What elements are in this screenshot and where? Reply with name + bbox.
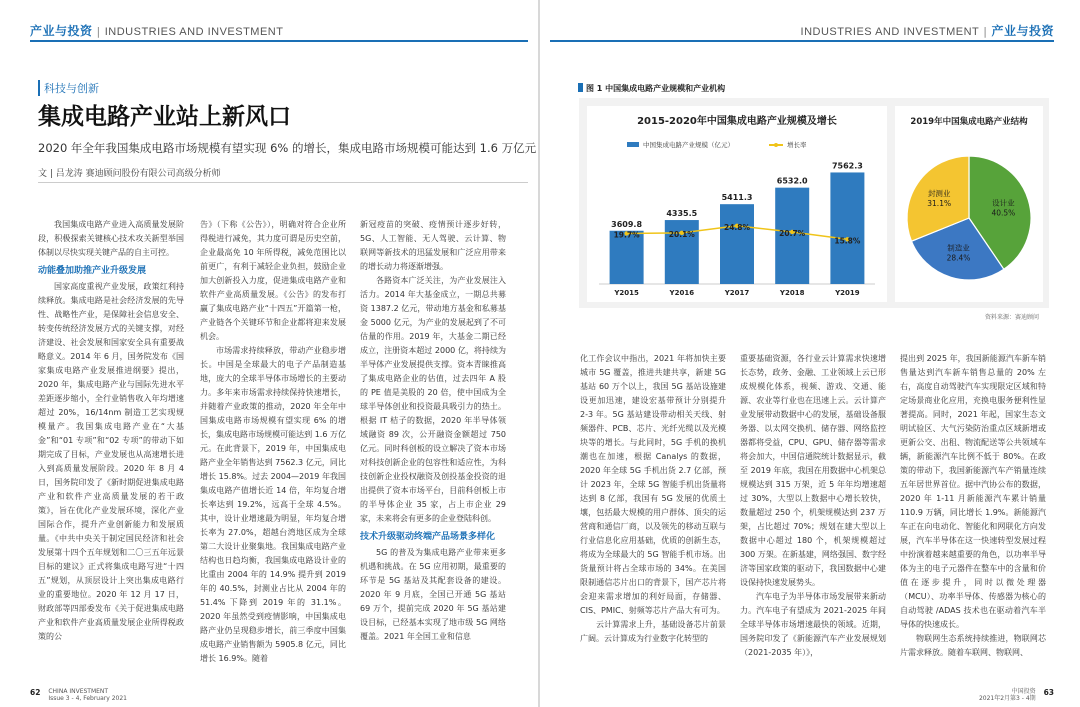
footer-issue-left: Issue 3 - 4, February 2021 xyxy=(48,695,127,702)
bar-value-label: 7562.3 xyxy=(831,161,863,171)
legend-bar-swatch xyxy=(627,142,639,147)
pie-slice-label: 设计业 xyxy=(992,198,1015,208)
paragraph: 重要基础资源，各行业云计算需求快速增长态势，政务、金融、工业领域上云已形成规模化体系，视频、游戏、交通、能源、农业等行业也在迅速上云。云计算产业发展带动数据中心的发展，基础设备服务器、以太网交换机、储存器、网络监控器都将受益，CPU、GPU、储存器等需求将会加大，中国信通院统计数据显示，截至 2019 年底，我国在用数据中心机架总规模达到 315 万架，近 5 年年均增速超过 30%，大型以上数据中心增长较快，数量超过 250 个，机架规模达到 237 万架，占比超过 70%；规划在建大型以上数据中心超过 180 个，机架规模超过 300 万架。在新基建，网络强国、数字经济等国家政策的驱动下，我国数据中心建设保持快速发展势头。 xyxy=(740,354,886,587)
paragraph: 新冠疫苗的突破、疫情预计逐步好转，5G、人工智能、无人驾驶、云计算、物联网等新技术的迅猛发展和广泛应用带来的增长动力将逐渐增强。 xyxy=(360,220,506,271)
bar xyxy=(720,204,754,284)
bar xyxy=(830,172,864,284)
article-title: 集成电路产业站上新风口 xyxy=(38,103,291,130)
paragraph: 告》（下称《公告》），明确对符合企业所得税进行减免，其力度可谓是历史空前，企业最高免 10 年所得税，减免范围比以前更广，有利于减轻企业负担，鼓励企业加大创新投入力度，促进集成电路产业和软件产业高质量发展。《公告》的发布打赢了集成电路产业“十四五”开篇第一枪，产业链各个关键环节和企业都将迎来发展机会。 xyxy=(200,220,346,341)
x-tick-label: Y2016 xyxy=(669,289,695,297)
legend-line-label: 增长率 xyxy=(787,141,807,149)
article-author: 文 | 吕龙涛 赛迪顾问股份有限公司高级分析师 xyxy=(38,169,221,179)
legend-line-marker xyxy=(774,143,778,147)
footer-issue-right: 2021年2月第3 - 4期 xyxy=(978,695,1036,702)
bar-value-label: 4335.5 xyxy=(666,209,698,219)
bar-value-label: 6532.0 xyxy=(776,176,808,186)
column-2 xyxy=(200,218,346,678)
pie-slice-label: 制造业 xyxy=(947,243,970,253)
paragraph: 汽车电子为半导体市场发展带来新动力。汽车电子有望成为 2021-2025 年间全球半导体市场增速最快的领域。近期，国务院印发了《新能源汽车产业发展规划（2021-2035 年）》， xyxy=(740,592,886,657)
growth-rate-label: 19.7% xyxy=(613,230,640,240)
article-tag: 科技与创新 xyxy=(38,80,99,96)
section-heading: 技术升级驱动终端产品场景多样化 xyxy=(360,532,496,542)
header-right-rule xyxy=(550,40,1054,42)
pie-slice-label: 封测业 xyxy=(927,188,951,198)
header-right-section: 产业与投资 xyxy=(991,24,1054,38)
pie-slice-value: 28.4% xyxy=(946,253,971,263)
figure-source: 资料来源：赛迪顾问 xyxy=(985,314,1040,321)
pie-chart-title: 2019年中国集成电路产业结构 xyxy=(910,117,1028,127)
column-4 xyxy=(580,352,726,678)
page-number-left: 62 xyxy=(30,688,41,697)
x-tick-label: Y2017 xyxy=(724,289,750,297)
footer-magazine-right: 中国投资 xyxy=(1011,688,1036,695)
paragraph: 化工作会议中指出，2021 年将加快主要城市 5G 覆盖，推进共建共享，新建 5G 基站 60 万个以上，我国 5G 基站设施建设更加迅速，建设宏基带预计分别提升 2-3 年。5G 基站建设带动相关天线、射频器件、PCB、芯片、光纤光缆以及光模块等的增长。与此同时，5G 手机的换机潮也在加速，根据 Canalys 的数据，2020 年全球 5G 手机出货 2.7 亿部，预计 2023 年，全球 5G 智能手机出货量将达到 8 亿部，我国有 5G 发展的优质土壤，包括最大规模的用户群体、顶尖的运营商和通信厂商，以及领先的移动互联与行业信息化应用基础，优质的创新生态，将成为全球最大的 5G 智能手机市场。出货量预计将占全球市场的 34%。在美国限制通信芯片出口的背景下，国产芯片将会迎来需求增加的利好局面，存储器、CIS、PMIC、射频等芯片产品大有可为。 xyxy=(580,354,726,615)
growth-rate-label: 24.8% xyxy=(723,222,751,232)
column-1 xyxy=(38,218,184,678)
legend-bar-label: 中国集成电路产业规模（亿元） xyxy=(643,141,734,149)
paragraph: 市场需求持续释放，带动产业稳步增长。中国是全球最大的电子产品制造基地，庞大的全球半导体市场增长的主要动力。多年来市场需求持续保持快速增长，并随着产业政策的推动，2020 年全年中国集成电路市场规模有望实现 6% 的增长，集成电路市场规模可能达到 1.6 万亿元。在此背景下，2019 年，中国集成电路产业全年销售达到 7562.3 亿元，同比增长 15.8%。过去 2004—2019 年我国集成电路产值增长近 14 倍，年均复合增长率达到 19.2%，远高于全球 4.5%。其中，设计业增速最为明显，年均复合增长率为 27.0%，超越台湾地区成为全球第二大设计业聚集地。我国集成电路产业结构也日趋均衡，我国集成电路设计业的比重由 2004 年的 14.9% 提升到 2019 年的 40.5%，封测业占比从 2004 年的 51.4% 下降到 2019 年的 31.1%。2020 年虽然受到疫情影响，中国集成电路产业仍呈现稳步增长，前三季度中国集成电路产业销售额为 5905.8 亿元，同比增长 16.9%。随着 xyxy=(200,346,346,663)
figure-box xyxy=(579,98,1049,308)
page-spine xyxy=(538,0,540,707)
footer-magazine-left: CHINA INVESTMENT xyxy=(48,688,109,695)
header-left-rule xyxy=(30,40,528,42)
x-tick-label: Y2018 xyxy=(779,289,805,297)
header-left: 产业与投资 | INDUSTRIES AND INVESTMENT xyxy=(30,24,284,38)
header-right: INDUSTRIES AND INVESTMENT | 产业与投资 xyxy=(800,24,1054,38)
section-heading: 动能叠加助推产业升级发展 xyxy=(38,266,147,276)
bar-chart-title: 2015-2020年中国集成电路产业规模及增长 xyxy=(637,116,837,127)
column-6 xyxy=(900,352,1046,678)
growth-rate-label: 15.8% xyxy=(834,236,861,246)
figure-chart xyxy=(579,98,1049,308)
column-3 xyxy=(360,218,506,678)
bar-value-label: 3609.8 xyxy=(611,219,643,229)
bar-value-label: 5411.3 xyxy=(721,193,753,203)
pie-slice-value: 31.1% xyxy=(927,198,952,208)
growth-rate-label: 20.7% xyxy=(779,228,806,238)
column-5 xyxy=(740,352,886,678)
header-left-english: INDUSTRIES AND INVESTMENT xyxy=(104,26,284,38)
page-number-right: 63 xyxy=(1043,688,1054,697)
article-subtitle: 2020 年全年我国集成电路市场规模有望实现 6% 的增长，集成电路市场规模可能达到 1.6 万亿元 xyxy=(38,141,537,155)
footer-right xyxy=(979,688,1054,702)
paragraph: 国家高度重视产业发展，政策红利持续释放。集成电路是社会经济发展的先导性、战略性产业，是保障社会信息安全、转变传统经济发展方式的关键支撑，对经济建设、社会发展和国家安全具有重要战略意义。2014 年 6 月，国务院发布《国家集成电路产业发展推进纲要》提出，2020 年，集成电路产业与国际先进水平差距逐步缩小，全行业销售收入年均增速超过 20%，16/14nm 制造工艺实现规模量产。我国集成电路产业在“大基金”和“01 专项”和“02 专项”的带动下如期完成了目标，产业发展也从高速增长进入到高质量发展阶段。2020 年 8 月 4 日，国务院印发了《新时期促进集成电路产业和软件产业高质量发展的若干政策》，旨在优化产业发展环境，深化产业国际合作，提升产业创新能力和发展质量。《中共中央关于制定国民经济和社会发展第十四个五年规划和二〇三五年远景目标的建议》正式将集成电路写进“十四五”规划，从顶层设计上突出集成电路行业的重要地位。2020 年 12 月 17 日，财政部等四部委发布《关于促进集成电路产业和软件产业高质量发展企业所得税政策的公 xyxy=(38,282,184,641)
paragraph: 5G 的普及为集成电路产业带来更多机遇和挑战。在 5G 应用初期，最重要的环节是 5G 基站及其配套设备的建设。2020 年 9 月底，全国已开通 5G 基站 69 万个，提前完成 2020 年 5G 基站建设目标，已经基本实现了地市级 5G 网络覆盖。2021 年全国工业和信息 xyxy=(360,548,506,641)
author-divider xyxy=(38,182,528,183)
header-right-english: INDUSTRIES AND INVESTMENT xyxy=(800,26,980,38)
paragraph: 我国集成电路产业进入高质量发展阶段，积极探索关键核心技术攻关新型举国体制以尽快实现关键产品的自主可控。 xyxy=(38,220,184,257)
pie-slice-value: 40.5% xyxy=(991,208,1016,218)
paragraph: 提出到 2025 年，我国新能源汽车新车销售量达到汽车新车销售总量的 20% 左右，高度自动驾驶汽车实现限定区域和特定场景商业化应用，充换电服务便利性显著提高。同时，2021 年起，国家生态文明试验区、大气污染防治重点区域新增或更新公交、出租、物流配送等公共领域车辆，新能源汽车比例不低于 80%。在政策的带动下，我国新能源汽车产销量连续五年居世界首位。据中汽协公布的数据，2020 年 1-11 月新能源汽车累计销量 110.9 万辆，同比增长 1.9%。新能源汽车正在向电动化、智能化和网联化方向发展，汽车半导体在这一快速转型发展过程中扮演着越来越重要的角色，以功率半导体为主的电子元器件在整车中的含量和价值在逐步提升，同时以微处理器（MCU）、功率半导体、传感器为核心的自动驾驶 /ADAS 技术也在驱动着汽车半导体的快速成长。 xyxy=(900,354,1046,629)
x-tick-label: Y2019 xyxy=(835,289,860,297)
growth-rate-label: 20.1% xyxy=(668,229,695,239)
header-left-section: 产业与投资 xyxy=(30,24,93,38)
figure-label: 图 1 中国集成电路产业规模和产业机构 xyxy=(578,83,725,94)
paragraph: 各路资本广泛关注，为产业发展注入活力。2014 年大基金成立，一期总共募资 1387.2 亿元，带动地方基金和私募基金 5000 亿元，为产业的发展起到了不可估量的作用。2019 年，大基金二期已经成立，注册资本超过 2000 亿，将持续为半导体产业发展提供支撑。资本青睐推高了集成电路企业的估值，过去四年 A 股的 PE 值是美股的 20 倍，使中国成为全球半导体创业和投资最具吸引力的热土。根据 IT 桔子的数据，2020 年半导体领域融资 89 次，公开融资金额超过 750 亿元。同时科创板的设立解决了资本市场对科技创新企业的包容性和适应性，为科技创新企业投权融资及创投基金投资的退出提供了资本市场平台，目前科创板上市的半导体企业 35 家，占上市企业 29 家，未来将会有更多的企业登陆科创。 xyxy=(360,276,506,523)
footer-left xyxy=(30,688,127,702)
paragraph: 云计算需求上升，基础设备芯片前景广阔。云计算成为行业数字化转型的 xyxy=(580,620,726,643)
paragraph: 物联网生态系统持续推进，物联网芯片需求释放。随着车联网、物联网、 xyxy=(900,634,1046,657)
x-tick-label: Y2015 xyxy=(614,289,639,297)
